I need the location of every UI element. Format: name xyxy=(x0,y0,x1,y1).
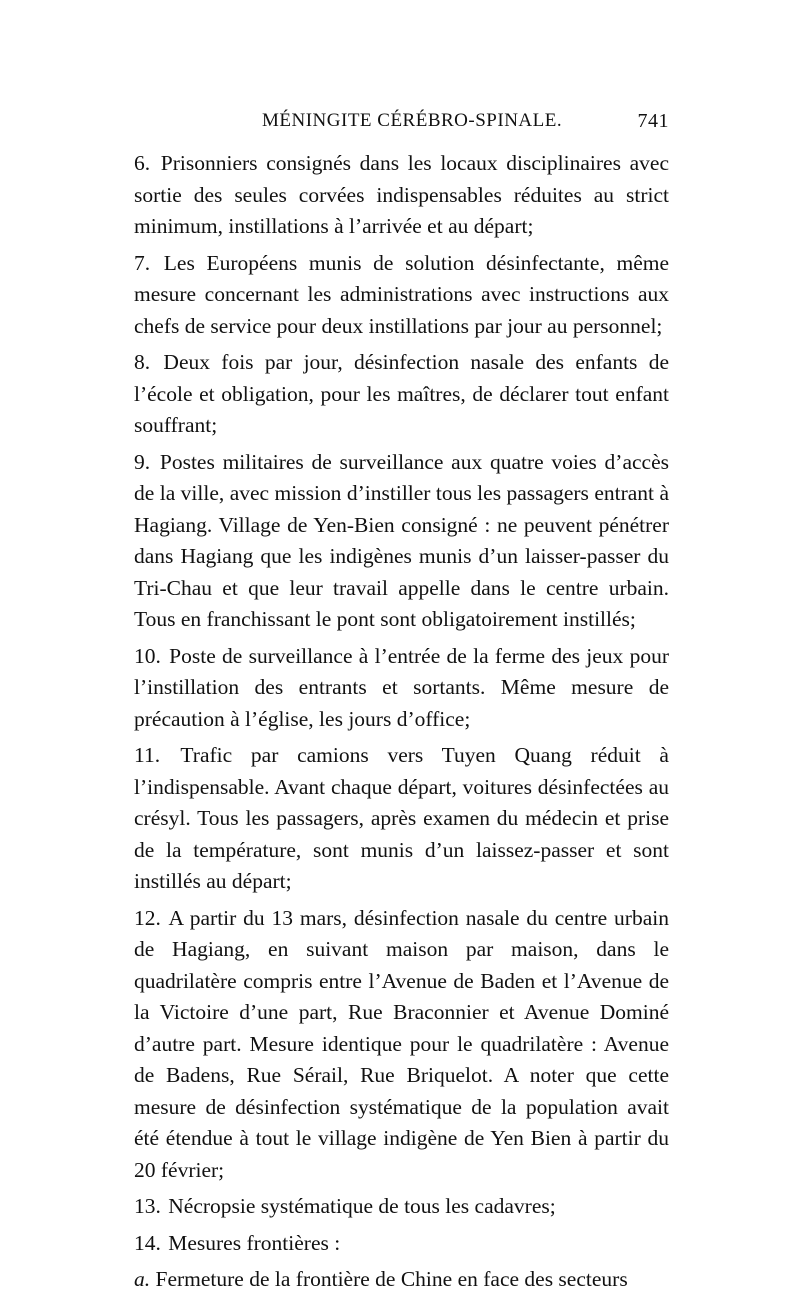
item-number: 6. xyxy=(134,151,151,175)
item-number: 12. xyxy=(134,905,161,930)
paragraph-14a xyxy=(134,1264,669,1296)
paragraph-14 xyxy=(134,1228,669,1260)
paragraph-9 xyxy=(134,447,669,636)
paragraph-12 xyxy=(134,903,669,1187)
paragraph-7 xyxy=(134,248,669,343)
page-number: 741 xyxy=(637,110,669,132)
item-number: 9. xyxy=(134,449,151,474)
paragraph-text: Trafic par camions vers Tuyen Quang réduit à l’indispensable. Avant chaque départ, voitures désinfectées au crésyl. Tous les passagers, après examen du médecin et prise de la température, sont munis d’un laissez-passer et sont instillés au départ; xyxy=(134,743,669,893)
running-head xyxy=(134,106,669,136)
paragraph-text: A partir du 13 mars, désinfection nasale du centre urbain de Hagiang, en suivant maison par maison, dans le quadrilatère compris entre l’Avenue de Baden et l’Avenue de la Victoire d’une part, Rue Braconnier et Avenue Dominé d’autre part. Mesure identique pour le quadrilatère : Avenue de Badens, Rue Sérail, Rue Briquelot. A noter que cette mesure de désinfection systématique de la population avait été étendue à tout le village indigène de Yen Bien à partir du 20 février; xyxy=(134,905,669,1182)
running-title: MÉNINGITE CÉRÉBRO-SPINALE. xyxy=(262,110,563,131)
paragraph-text: Prisonniers consignés dans les locaux disciplinaires avec sortie des seules corvées indispensables réduites au strict minimum, instillations à l’arrivée et au départ; xyxy=(134,151,669,238)
paragraph-text: Deux fois par jour, désinfection nasale des enfants de l’école et obligation, pour les maîtres, de déclarer tout enfant souffrant; xyxy=(134,350,669,437)
paragraph-text: Fermeture de la frontière de Chine en face des secteurs xyxy=(155,1267,628,1291)
paragraph-11 xyxy=(134,740,669,898)
item-number: 10. xyxy=(134,643,161,668)
paragraph-10 xyxy=(134,641,669,736)
item-letter: a. xyxy=(134,1267,151,1291)
item-number: 13. xyxy=(134,1194,161,1218)
paragraph-6 xyxy=(134,148,669,243)
paragraph-text: Postes militaires de surveillance aux quatre voies d’accès de la ville, avec mission d’instiller tous les passagers entrant à Hagiang. Village de Yen-Bien consigné : ne peuvent pénétrer dans Hagiang que les indigènes munis d’un laisser-passer du Tri-Chau et que leur travail appelle dans le centre urbain. Tous en franchissant le pont sont obligatoirement instillés; xyxy=(134,449,669,631)
item-number: 11. xyxy=(134,743,161,767)
paragraph-text: Nécropsie systématique de tous les cadavres; xyxy=(168,1194,556,1218)
item-number: 14. xyxy=(134,1230,161,1255)
paragraph-text: Les Européens munis de solution désinfectante, même mesure concernant les administrations avec instructions aux chefs de service pour deux instillations par jour au personnel; xyxy=(134,250,670,338)
paragraph-text: Poste de surveillance à l’entrée de la ferme des jeux pour l’instillation des entrants et sortants. Même mesure de précaution à l’église, les jours d’office; xyxy=(134,643,670,731)
body-text xyxy=(134,148,669,1296)
paragraph-text: Mesures frontières : xyxy=(168,1230,341,1255)
paragraph-8 xyxy=(134,347,669,442)
paragraph-13 xyxy=(134,1191,669,1223)
item-number: 7. xyxy=(134,250,151,275)
item-number: 8. xyxy=(134,350,151,374)
